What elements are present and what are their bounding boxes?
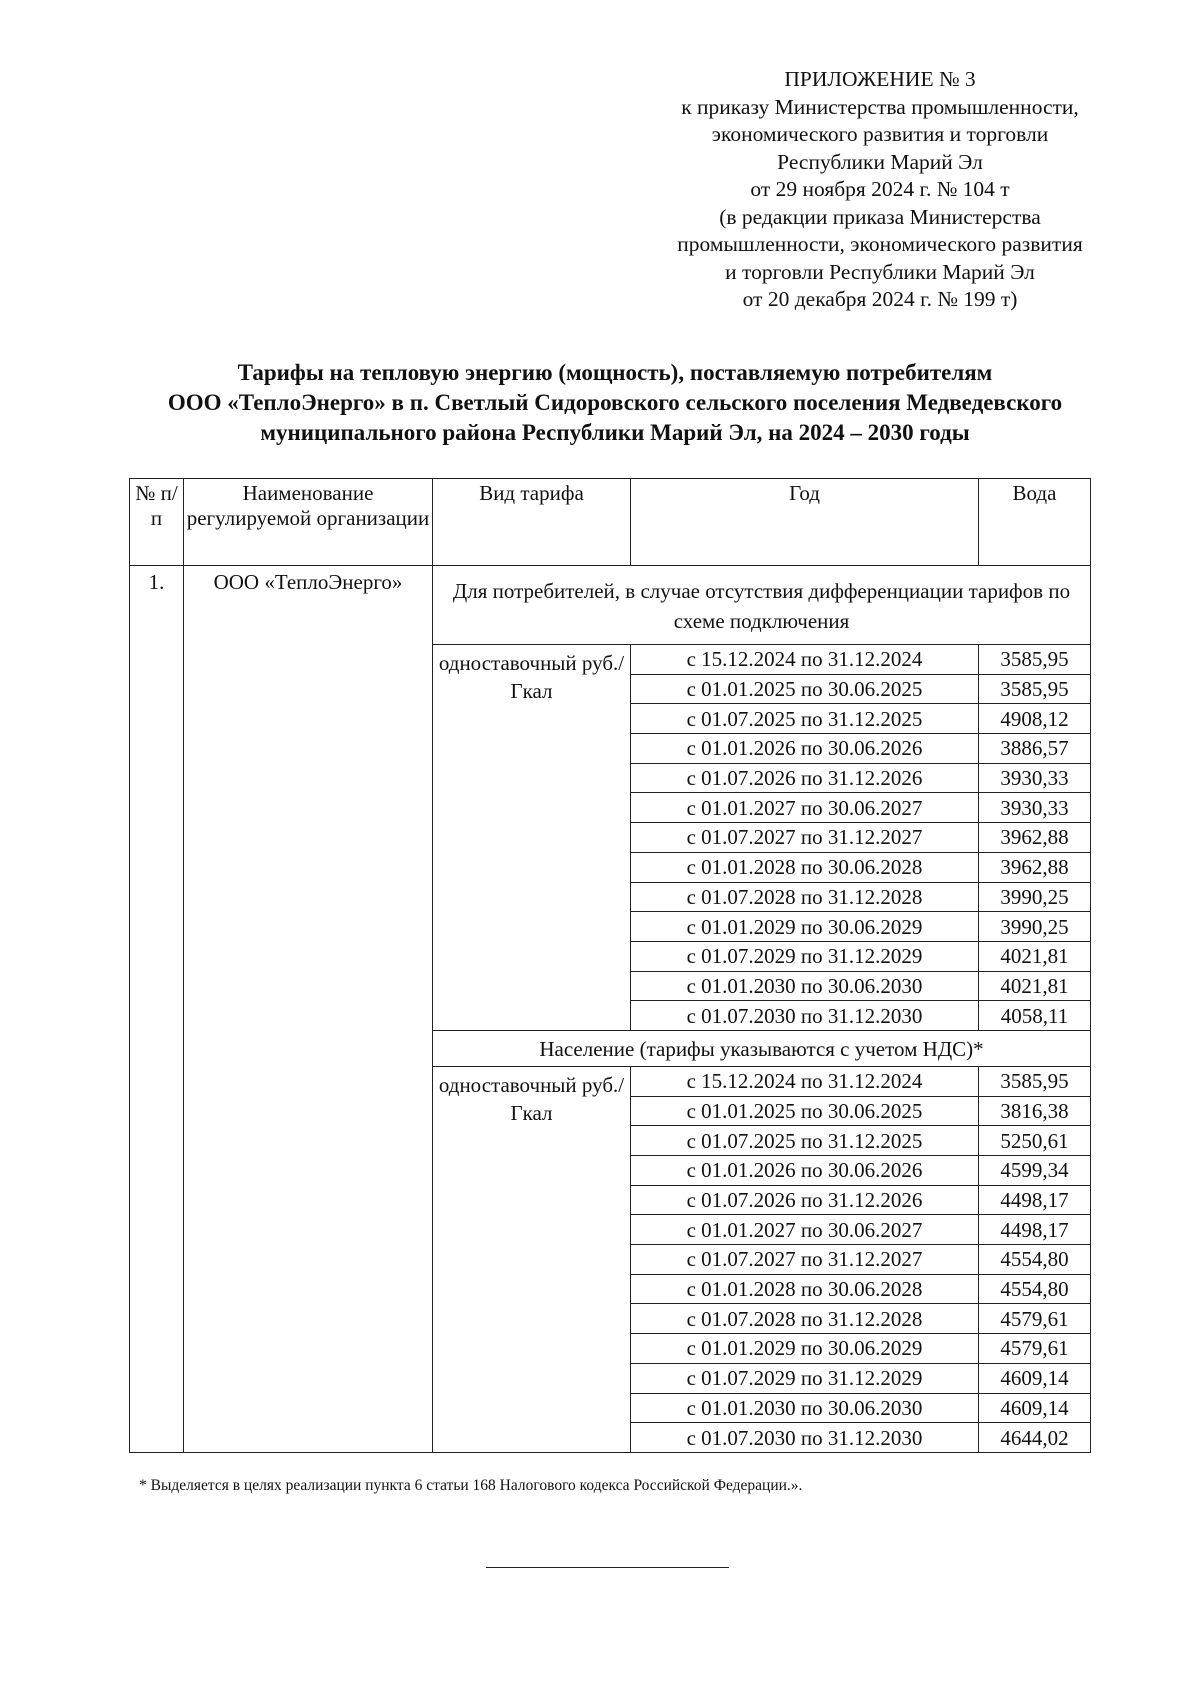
value-cell: 3585,95 <box>979 674 1091 704</box>
footnote: * Выделяется в целях реализации пункта 6 статьи 168 Налогового кодекса Российской Федерации.». <box>139 1477 803 1494</box>
period-cell: с 15.12.2024 по 31.12.2024 <box>631 1066 979 1096</box>
period-cell: с 01.01.2027 по 30.06.2027 <box>631 1215 979 1245</box>
period-cell: с 01.07.2029 по 31.12.2029 <box>631 941 979 971</box>
value-cell: 5250,61 <box>979 1126 1091 1156</box>
value-cell: 4498,17 <box>979 1215 1091 1245</box>
period-cell: с 01.01.2027 по 30.06.2027 <box>631 793 979 823</box>
header-year: Год <box>631 479 979 566</box>
period-cell: с 01.07.2030 по 31.12.2030 <box>631 1001 979 1031</box>
appendix-header <box>640 66 1120 314</box>
value-cell: 3886,57 <box>979 734 1091 764</box>
tariff-type: одноставочный руб./Гкал <box>433 1066 631 1452</box>
title-line: муниципального района Республики Марий Эл, на 2024 – 2030 годы <box>260 420 970 445</box>
header-num: № п/п <box>130 479 184 566</box>
period-cell: с 01.07.2025 по 31.12.2025 <box>631 1126 979 1156</box>
period-cell: с 01.07.2029 по 31.12.2029 <box>631 1363 979 1393</box>
value-cell: 3930,33 <box>979 793 1091 823</box>
period-cell: с 01.01.2028 по 30.06.2028 <box>631 852 979 882</box>
period-cell: с 01.07.2026 по 31.12.2026 <box>631 1185 979 1215</box>
title-line: Тарифы на тепловую энергию (мощность), поставляемую потребителям <box>237 360 993 385</box>
value-cell: 4644,02 <box>979 1423 1091 1453</box>
appendix-line: от 20 декабря 2024 г. № 199 т) <box>742 287 1018 311</box>
value-cell: 3816,38 <box>979 1096 1091 1126</box>
period-cell: с 01.01.2030 по 30.06.2030 <box>631 971 979 1001</box>
value-cell: 4599,34 <box>979 1156 1091 1186</box>
period-cell: с 01.01.2025 по 30.06.2025 <box>631 674 979 704</box>
value-cell: 3962,88 <box>979 823 1091 853</box>
value-cell: 3990,25 <box>979 912 1091 942</box>
period-cell: с 15.12.2024 по 31.12.2024 <box>631 645 979 675</box>
header-type: Вид тарифа <box>433 479 631 566</box>
tariff-table <box>129 478 1091 1453</box>
period-cell: с 01.01.2025 по 30.06.2025 <box>631 1096 979 1126</box>
section-title: Для потребителей, в случае отсутствия дифференциации тарифов по схеме подключения <box>433 566 1091 645</box>
period-cell: с 01.01.2029 по 30.06.2029 <box>631 912 979 942</box>
appendix-line: (в редакции приказа Министерства <box>719 204 1041 229</box>
period-cell: с 01.01.2028 по 30.06.2028 <box>631 1274 979 1304</box>
table-body <box>130 566 1091 1453</box>
period-cell: с 01.01.2026 по 30.06.2026 <box>631 1156 979 1186</box>
value-cell: 3585,95 <box>979 645 1091 675</box>
appendix-line: и торговли Республики Марий Эл <box>725 259 1035 284</box>
period-cell: с 01.07.2030 по 31.12.2030 <box>631 1423 979 1453</box>
appendix-line: экономического развития и торговли <box>711 122 1049 146</box>
value-cell: 3990,25 <box>979 882 1091 912</box>
value-cell: 3962,88 <box>979 852 1091 882</box>
value-cell: 4554,80 <box>979 1274 1091 1304</box>
value-cell: 4609,14 <box>979 1363 1091 1393</box>
period-cell: с 01.07.2027 по 31.12.2027 <box>631 1245 979 1275</box>
period-cell: с 01.07.2028 по 31.12.2028 <box>631 1304 979 1334</box>
title-line: ООО «ТеплоЭнерго» в п. Светлый Сидоровского сельского поселения Медведевского <box>167 390 1063 415</box>
value-cell: 4554,80 <box>979 1245 1091 1275</box>
period-cell: с 01.01.2030 по 30.06.2030 <box>631 1393 979 1423</box>
tariff-type: одноставочный руб./Гкал <box>433 645 631 1031</box>
row-number: 1. <box>130 566 184 1453</box>
period-cell: с 01.07.2027 по 31.12.2027 <box>631 823 979 853</box>
value-cell: 3585,95 <box>979 1066 1091 1096</box>
value-cell: 4021,81 <box>979 941 1091 971</box>
section-title: Население (тарифы указываются с учетом НДС)* <box>433 1030 1091 1066</box>
value-cell: 4579,61 <box>979 1334 1091 1364</box>
header-org: Наименование регулируемой организации <box>184 479 433 566</box>
appendix-line: промышленности, экономического развития <box>677 232 1083 256</box>
value-cell: 4579,61 <box>979 1304 1091 1334</box>
appendix-line: от 29 ноября 2024 г. № 104 т <box>750 177 1010 201</box>
period-cell: с 01.07.2025 по 31.12.2025 <box>631 704 979 734</box>
value-cell: 4908,12 <box>979 704 1091 734</box>
appendix-line: Республики Марий Эл <box>777 149 983 174</box>
organization-name: ООО «ТеплоЭнерго» <box>184 566 433 1453</box>
document-title <box>60 358 1170 448</box>
bottom-divider <box>486 1567 729 1568</box>
period-cell: с 01.07.2028 по 31.12.2028 <box>631 882 979 912</box>
period-cell: с 01.01.2026 по 30.06.2026 <box>631 734 979 764</box>
header-water: Вода <box>979 479 1091 566</box>
period-cell: с 01.01.2029 по 30.06.2029 <box>631 1334 979 1364</box>
appendix-line: к приказу Министерства промышленности, <box>681 94 1079 119</box>
value-cell: 4609,14 <box>979 1393 1091 1423</box>
appendix-line: ПРИЛОЖЕНИЕ № 3 <box>784 67 976 91</box>
value-cell: 4058,11 <box>979 1001 1091 1031</box>
period-cell: с 01.07.2026 по 31.12.2026 <box>631 763 979 793</box>
value-cell: 4021,81 <box>979 971 1091 1001</box>
table-header-row <box>130 479 1091 566</box>
value-cell: 3930,33 <box>979 763 1091 793</box>
value-cell: 4498,17 <box>979 1185 1091 1215</box>
section-row <box>130 566 1091 645</box>
